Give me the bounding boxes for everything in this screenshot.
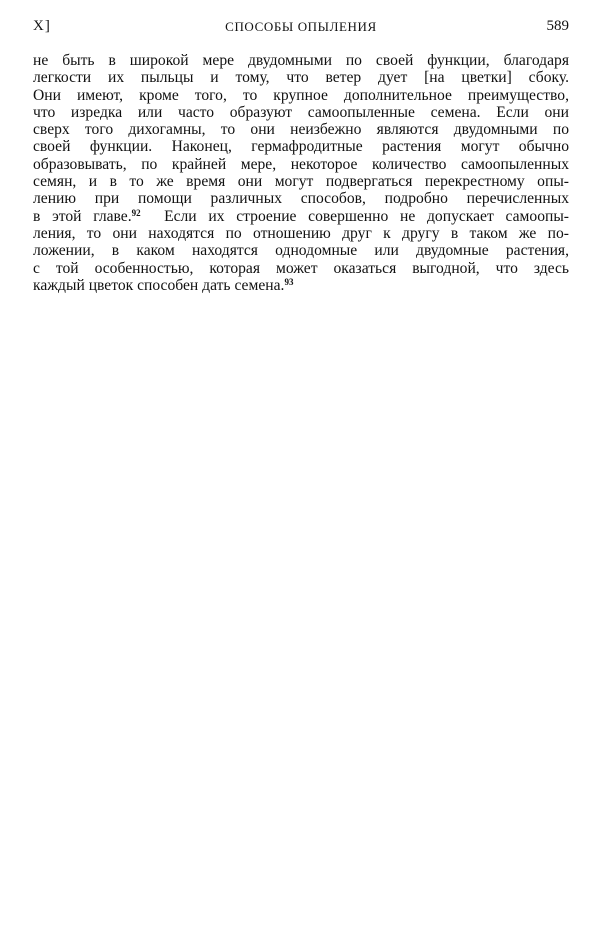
- text-line: сверх того дихогамны, то они неизбежно являются двудомными по: [33, 121, 569, 139]
- text-line: легкости их пыльцы и тому, что ветер дует [на цветки] сбоку.: [33, 69, 569, 87]
- text-line: ложении, в каком находятся однодомные или двудомные растения,: [33, 242, 569, 260]
- running-header: [33, 18, 569, 38]
- text-fragment: каждый цветок способен дать семена.: [33, 276, 285, 294]
- text-line: своей функции. Наконец, гермафродитные растения могут обычно: [33, 138, 569, 156]
- text-line: семян, и в то же время они могут подвергаться перекрестному опы-: [33, 173, 569, 191]
- section-mark: X]: [33, 18, 51, 34]
- text-line: Они имеют, кроме того, то крупное дополнительное преимущество,: [33, 86, 569, 104]
- footnote-ref[interactable]: 93: [284, 276, 294, 287]
- text-line: не быть в широкой мере двудомными по своей функции, благодаря: [33, 52, 569, 69]
- text-line: что изредка или часто образуют самоопыленные семена. Если они: [33, 103, 569, 121]
- text-fragment: в этой главе.: [33, 207, 132, 225]
- text-line-with-footnote: [33, 208, 569, 225]
- footnote-ref[interactable]: 92: [131, 207, 141, 218]
- text-line: с той особенностью, которая может оказаться выгодной, что здесь: [33, 259, 569, 277]
- text-line: образовывать, по крайней мере, некоторое количество самоопыленных: [33, 155, 569, 173]
- text-fragment: Если их строение совершенно не допускает самоопы-: [164, 207, 570, 225]
- text-line: ления, то они находятся по отношению друг к другу в таком же по-: [33, 224, 569, 242]
- text-line-with-footnote: [33, 277, 569, 294]
- paragraph: [33, 52, 569, 294]
- text-line: лению при помощи различных способов, подробно перечисленных: [33, 190, 569, 208]
- page-number: 589: [546, 18, 569, 34]
- chapter-title: СПОСОБЫ ОПЫЛЕНИЯ: [225, 19, 377, 34]
